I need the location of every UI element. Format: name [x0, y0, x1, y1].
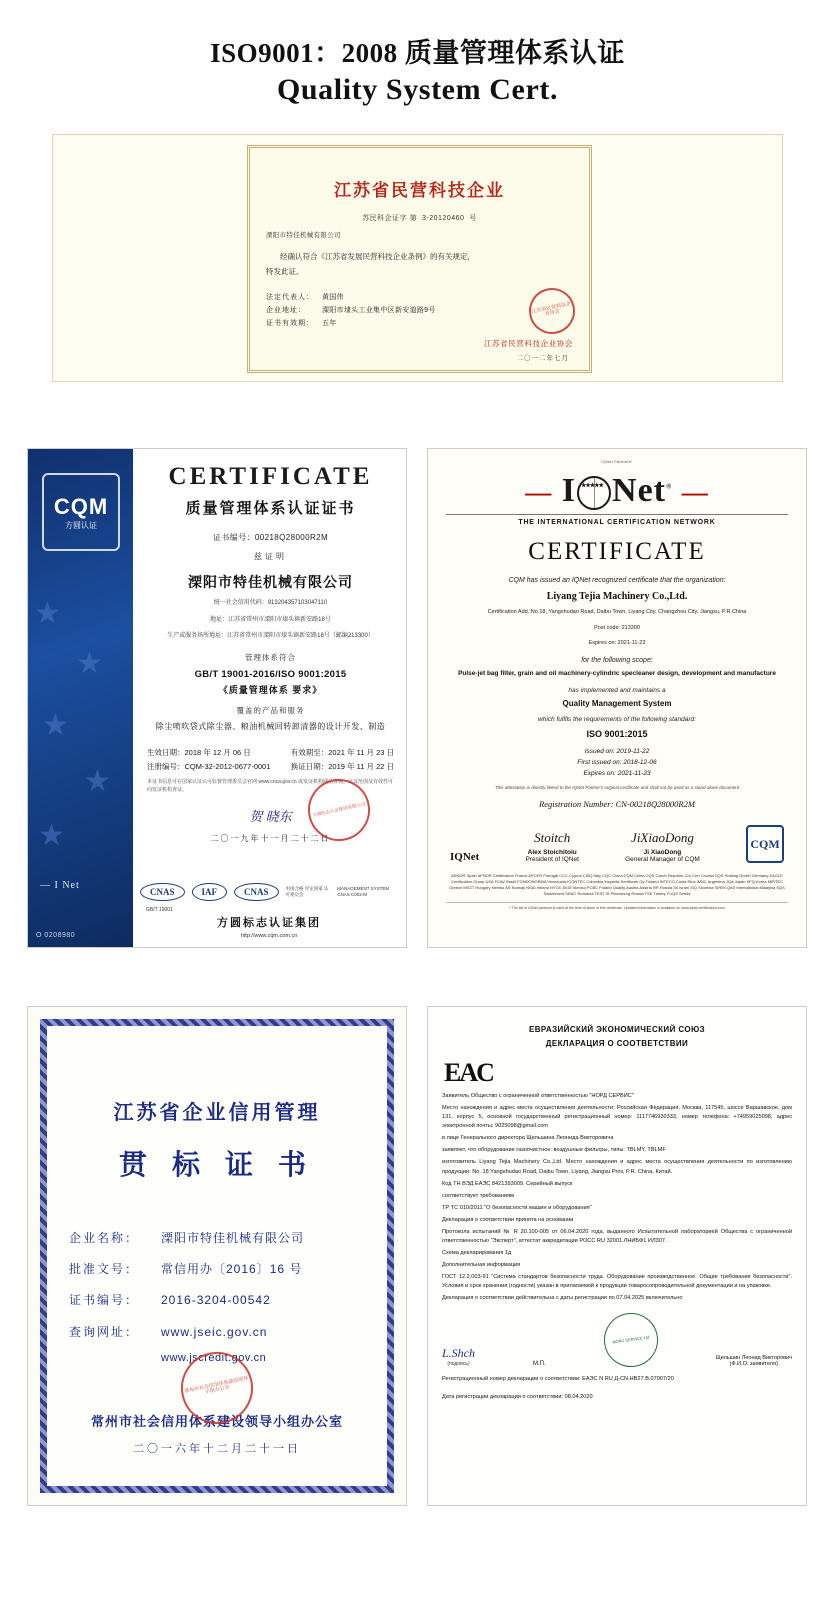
eac-body: [442, 1092, 792, 1303]
field-company-name: [69, 1223, 365, 1254]
field-company-address: [266, 304, 573, 317]
private-enterprise-cert-no: [266, 213, 573, 223]
cqm-reg-no: [147, 760, 270, 774]
signature-script: L.Shch: [442, 1346, 475, 1361]
cqm-blue-panel: [28, 449, 133, 947]
cqm-scope: 除尘喷吹袋式除尘器、粮油机械回转卸清器的设计开发、制造: [155, 721, 386, 731]
eac-mark-icon: EAC: [444, 1058, 493, 1088]
cert-no-suffix: 号: [469, 215, 477, 222]
certificate-cqm-quality-system: [27, 448, 407, 948]
iqnet-scope: Pulse-jet bag filter, grain and oil machinery-cylindric specleaner design, development and manufacture: [458, 670, 776, 678]
cqm-reg-row: [147, 760, 394, 774]
field-label: 企业地址：: [266, 306, 306, 314]
iqnet-certificate-word: CERTIFICATE: [528, 538, 706, 566]
private-enterprise-body-1: 经确认符合《江苏省发展民营科技企业条例》的有关规定，: [280, 252, 475, 261]
page-title-en: Quality System Cert.: [276, 73, 559, 107]
eac-paragraph: в лице Генерального директора Щельшина Леонида Викторовича: [442, 1135, 614, 1142]
eac-registration-date: Дата регистрации декларации о соответствии: 08.04.2020: [442, 1393, 593, 1400]
red-seal-stamp: 常州市社会信用体系建设领导小组办公室: [174, 1345, 259, 1430]
iqnet-network-line: THE INTERNATIONAL CERTIFICATION NETWORK: [446, 514, 788, 526]
iqnet-signature-row: [446, 825, 788, 863]
cqm-accreditation-marks: [140, 883, 398, 901]
star-icon: ★: [38, 819, 65, 852]
field-legal-representative: [266, 291, 573, 304]
cqm-hereby-text: 兹证明: [254, 552, 287, 561]
accreditation-logo-cnas: CNAS: [234, 883, 279, 901]
eac-paragraph: ТР ТС 010/2011 "О безопасности машин и оборудования": [442, 1204, 592, 1211]
field-value: 2016-3204-00542: [161, 1293, 271, 1308]
signatory-role: President of IQNet: [525, 856, 579, 864]
cert-no-label: 苏民科企证字 第: [362, 215, 418, 222]
cqm-issue-date: [147, 746, 251, 760]
eac-paragraph: изготовитель Liyang Tejia Machinery Co.,Ltd. Место нахождения и адрес места осуществления деятельности по изготовлению продукции: No. 18 Yangshudao Road, Daibu Town, Liyang, Jiangsu Prov, P.R. China, Китай.: [442, 1159, 792, 1175]
credit-secondary-website[interactable]: www.jscredit.gov.cn: [161, 1351, 267, 1364]
cqm-certificate-word: CERTIFICATE: [168, 463, 373, 490]
certificate-iqnet: [427, 448, 807, 948]
credit-title-line-2: 贯 标 证 书: [118, 1150, 315, 1181]
eac-paragraph: Заявитель Общество с ограниченной ответственностью "НОРД СЕРВИС": [442, 1093, 634, 1100]
cqm-standard-label: 管理体系符合: [245, 652, 296, 662]
eac-paragraph: Место нахождения и адрес места осуществления деятельности: Российская Федерация, Москва, 117545, шоссе Варшавское, дом 131, корпус 5, основной государственный регистрационный номер: 1117746930333, номер телефона: +74959025098, адрес электронной почты: 9025098@gmail.com: [442, 1105, 792, 1130]
signature-caption: (подпись): [447, 1361, 470, 1368]
cqm-expiry-value: 2021 年 11 月 23 日: [328, 747, 394, 757]
credit-decorative-frame: [40, 1019, 394, 1493]
cqm-logo-icon: CQM: [746, 825, 784, 863]
cqm-issuing-org: 方圆标志认证集团: [217, 917, 321, 929]
cqm-issue-row: [147, 746, 394, 760]
eac-registration-number: Регистрационный номер декларации о соответствии: ЕАЭС N RU Д-CN.НВ27.В.07907/20: [442, 1376, 674, 1383]
field-label: 企业名称：: [69, 1231, 140, 1245]
cqm-change-label: 换证日期：: [290, 762, 329, 772]
field-value[interactable]: www.jseic.gov.cn: [161, 1324, 268, 1339]
iqnet-company-address: Certification Add.:No.18, Yangshudao Road, Daibu Town, Liyang City, Changzhou City, Jiangsu, P.R.China: [487, 609, 747, 616]
eac-stamp-label: М.П.: [532, 1361, 546, 1368]
cqm-dates-block: [147, 746, 394, 775]
field-value: 溧阳市埭头工业集中区新安道路9号: [321, 306, 436, 314]
certificate-credit-management: [27, 1006, 407, 1506]
eac-title-line-1: ЕВРАЗИЙСКИЙ ЭКОНОМИЧЕСКИЙ СОЮЗ: [528, 1025, 706, 1034]
eac-paragraph: Декларация о соответствии действительна с даты регистрации по 07.04.2025 включительно: [442, 1295, 683, 1302]
cqm-scope-label: 覆盖的产品和服务: [236, 705, 305, 715]
iqnet-first-issued: [446, 757, 788, 768]
cqm-standard: GB/T 19001-2016/ISO 9001:2015: [194, 668, 347, 680]
eac-paragraph: заявляет, что оборудование газоочистное: воздушные фильтры, типы: TBLMY, TBLMF: [442, 1147, 666, 1154]
cqm-gbt-label: GB/T 19001: [146, 907, 173, 913]
eac-paragraph: Дополнительная информация: [442, 1261, 521, 1268]
credit-title-line-1: 江苏省企业信用管理: [113, 1102, 321, 1124]
field-certificate-number: [69, 1285, 365, 1316]
cqm-website: http://www.cqm.com.cn: [240, 933, 298, 939]
eac-signature-block: [442, 1346, 475, 1367]
iqnet-issued-on: [446, 746, 788, 757]
private-enterprise-company: 溧阳市特佳机械有限公司: [266, 232, 341, 239]
cqm-certificate-number: 证书编号：00218Q28000R2M: [212, 533, 329, 542]
cqm-certificate-title-cn: 质量管理体系认证证书: [185, 501, 356, 517]
iqnet-expiry-top: Expires on: 2021-11-23: [588, 639, 646, 646]
cqm-serial-code: O 0208980: [36, 932, 76, 939]
eac-signatory: [716, 1355, 792, 1367]
iqnet-standard: ISO 9001:2015: [586, 728, 648, 739]
field-value: 溧阳市特佳机械有限公司: [161, 1231, 305, 1245]
accreditation-logo-iaf: IAF: [192, 883, 228, 901]
certificate-eaeu-declaration: [427, 1006, 807, 1506]
cqm-company-credit-code: 统一社会信用代码：913204357103047110: [213, 600, 328, 606]
field-value: 黄国伟: [321, 293, 344, 301]
iqnet-implements-line: has implemented and maintains a: [568, 686, 666, 694]
iqnet-signature-cqm-manager: [625, 830, 700, 863]
signature-script: JiXiaoDong: [631, 830, 694, 846]
field-label: 证书编号：: [69, 1293, 140, 1308]
iqnet-expires: [446, 768, 788, 779]
field-label: 查询网址：: [69, 1324, 140, 1339]
cqm-company-name: 溧阳市特佳机械有限公司: [188, 576, 353, 591]
accreditation-logo-1: CNAS: [140, 883, 185, 901]
field-label: 批准文号：: [69, 1262, 140, 1277]
iqnet-registration-number: Registration Number: CN-00218Q28000R2M: [539, 799, 695, 810]
cqm-expiry-date: [291, 746, 394, 760]
star-icon: ★: [42, 709, 69, 742]
iqnet-member-list: AENOR Spain AFNOR Certification France APCER Portugal CCC Cyprus CISQ Italy CQC China CQM China CQS Czech Republic Cro Cert Croatia DQS Holding GmbH Germany EAGLE Certification Group USA FCAV Brazil FONDONORMA Venezuela ICONTEC Colombia Inspecta Sertifiointi Oy Finland INTECO Costa Rica IMNC Argentina JQA Japan KFQ Korea MIRTEC Greece MSZT Hungary Nemko AS Norway NSAI Ireland NYCE-SIGE Mexico PCBC Poland Quality Austria Austria RR Russia SII Israel SIQ Slovenia SIRIM QAS International Malaysia SQS Switzerland SRAC Romania TEST St Petersburg Russia TSE Turkey YUQS Serbia: [449, 873, 785, 896]
globe-stars-icon: [577, 476, 611, 510]
eac-paragraph: Код ТН ВЭД ЕАЭС 8421393009. Серийный выпуск: [442, 1180, 573, 1187]
cqm-reg-value: CQM-32-2012-0677-0001: [184, 762, 271, 772]
registered-trademark-icon: ®: [665, 482, 673, 491]
cqm-logo-cn: 方圆认证: [65, 520, 97, 530]
red-seal-stamp: 江苏省民营科技企业协会: [525, 284, 580, 339]
iqnet-first-issued-value: 2018-12-06: [623, 759, 657, 767]
iqnet-postcode: Post code: 213300: [594, 624, 640, 631]
private-enterprise-issuer: 江苏省民营科技企业协会: [483, 339, 573, 349]
iqnet-signature-president: [525, 830, 578, 863]
iqnet-company-name: Liyang Tejia Machinery Co.,Ltd.: [546, 591, 688, 603]
certificate-private-enterprise: [52, 134, 783, 382]
eac-paragraph: Схема декларирования 1д: [442, 1249, 512, 1256]
iqnet-logo-i: I: [561, 472, 577, 509]
iqnet-fulfils-line: which fulfils the requirements of the following standard:: [538, 715, 696, 723]
accreditation-text-cn: 中国合格 评定国家 认可委员会: [285, 885, 329, 897]
signatory-name: Alex Stoichitoiu: [527, 849, 577, 857]
field-query-website: [69, 1317, 365, 1348]
iqnet-expires-value: 2021-11-23: [617, 770, 651, 778]
field-value: 五年: [321, 320, 337, 328]
signatory-name: Ji XiaoDong: [643, 849, 682, 857]
red-seal-stamp: 方圆标志认证集团有限公司: [302, 773, 376, 847]
iqnet-logo: [446, 472, 788, 510]
cqm-standard-cn: 《质量管理体系 要求》: [218, 684, 323, 695]
page-title-cn: ISO9001：2008 质量管理体系认证: [210, 38, 625, 68]
private-enterprise-body-2: 特发此证。: [266, 266, 304, 276]
credit-fields: [69, 1223, 365, 1348]
iqnet-dates-block: [446, 746, 788, 779]
cqm-change-value: 2019 年 11 月 22 日: [328, 762, 394, 772]
iqnet-issued-on-value: 2019-11-22: [616, 747, 650, 755]
field-validity: [266, 317, 573, 330]
cqm-issue-date-label: 生效日期：: [147, 747, 185, 757]
eac-paragraph: Протокола испытаний № R 20.100-005 от 06.04.2020 года, выданного Испытательной лабораторией Общества с ограниченной ответственностью "Эксперт", аттестат аккредитации РОСС RU 32001.ЛНИБФ1 ИЛ307.: [442, 1228, 792, 1244]
cqm-main-panel: [133, 449, 406, 947]
cqm-signature-date: 二〇一九年十一月二十二日: [210, 834, 331, 844]
field-label: 证书有效期：: [266, 320, 314, 328]
iqnet-footnote: * The list of IQNet partners is valid at the time of issue of this certificate. Updated information is available on www.iqnet-certification.com: [446, 902, 788, 910]
signatory-role: General Manager of CQM: [625, 856, 700, 864]
cqm-footer: [140, 914, 398, 939]
private-enterprise-title: 江苏省民营科技企业: [334, 181, 505, 200]
private-enterprise-date: 二〇一二年七月: [516, 355, 569, 363]
iqnet-logo-net: Net: [612, 472, 666, 509]
private-enterprise-inner-frame: [247, 145, 592, 373]
star-icon: ★: [76, 647, 103, 680]
cqm-signature: 贺 晓东: [249, 809, 292, 825]
iqnet-issued-line: CQM has issued an IQNet recognized certificate that the organization:: [508, 577, 726, 585]
iqnet-expires-label: Expires on:: [583, 770, 616, 778]
signatory-role: (Ф.И.О. заявителя): [729, 1361, 778, 1368]
credit-issuing-org: 常州市社会信用体系建设领导小组办公室: [90, 1413, 343, 1429]
iqnet-scope-label: for the following scope:: [581, 657, 653, 665]
iqnet-mark-small: IQNet: [450, 851, 480, 864]
star-icon: ★: [34, 597, 61, 630]
field-approval-number: [69, 1254, 365, 1285]
company-stamp-icon: NORD SERVICE Ltd: [600, 1310, 661, 1371]
field-label: 法定代表人：: [266, 293, 314, 301]
iqnet-partners-note: IQNet Partners*: [601, 459, 633, 464]
iqnet-validity-note: This attestation is directly linked to the IQNet Partner's original certificate and shall not be used as a stand-alone document: [495, 785, 739, 791]
eac-paragraph: Декларация о соответствии принята на основании: [442, 1216, 574, 1223]
field-value: 常信用办〔2016〕16 号: [161, 1262, 303, 1277]
private-enterprise-fields: [266, 291, 573, 331]
cqm-issue-date-value: 2018 年 12 月 06 日: [184, 747, 251, 757]
accreditation-text-en: MANAGEMENT SYSTEM CNAS C002-M: [337, 885, 390, 897]
cqm-reg-label: 注册编号：: [147, 762, 185, 772]
cqm-verification-note: 本证书信息可在国家认证认可监督管理委员会官网 www.cnca.gov.cn 或发证机构网站查询。认证范围及有效性可向发证机构查证。: [147, 779, 394, 793]
cqm-change-date: [291, 760, 394, 774]
cert-no-value: 3-20120460: [422, 215, 465, 222]
cqm-logo-badge: [42, 473, 120, 551]
iqnet-management-system: Quality Management System: [562, 698, 672, 708]
cqm-company-address: 地址：江苏省常州市溧阳市埭头镇新安路18号: [210, 616, 331, 623]
cqm-logo-text: CQM: [53, 493, 109, 519]
cqm-iqnet-mark: — I Net: [40, 880, 80, 891]
signatory-name: Щельшин Леонид Викторович: [715, 1355, 792, 1362]
eac-paragraph: соответствует требованиям: [442, 1192, 514, 1199]
dash-icon: —: [681, 478, 709, 508]
signature-script: Stoitch: [534, 830, 571, 846]
iqnet-issued-on-label: Issued on:: [584, 747, 615, 755]
iqnet-first-issued-label: First issued on:: [577, 759, 622, 767]
credit-issue-date: 二〇一六年十二月二十一日: [133, 1442, 301, 1455]
star-icon: ★: [84, 765, 111, 798]
dash-icon: —: [525, 478, 553, 508]
cqm-company-site-address: 生产或服务场所地址：江苏省常州市溧阳市埭头镇新安路18号（邮编213300）: [167, 633, 374, 640]
page-title: [0, 0, 835, 108]
eac-signature-row: [442, 1313, 792, 1367]
eac-paragraph: ГОСТ 12.2.003-91 "Система стандартов безопасности труда. Оборудование производственное. Общие требования безопасности". Условия и срок хранения (годности) указан в прилагаемой к продукции товаросопроводительной документации и на упаковке.: [442, 1273, 792, 1289]
cqm-expiry-label: 有效期至：: [290, 747, 329, 757]
eac-title-line-2: ДЕКЛАРАЦИЯ О СООТВЕТСТВИИ: [545, 1038, 689, 1048]
